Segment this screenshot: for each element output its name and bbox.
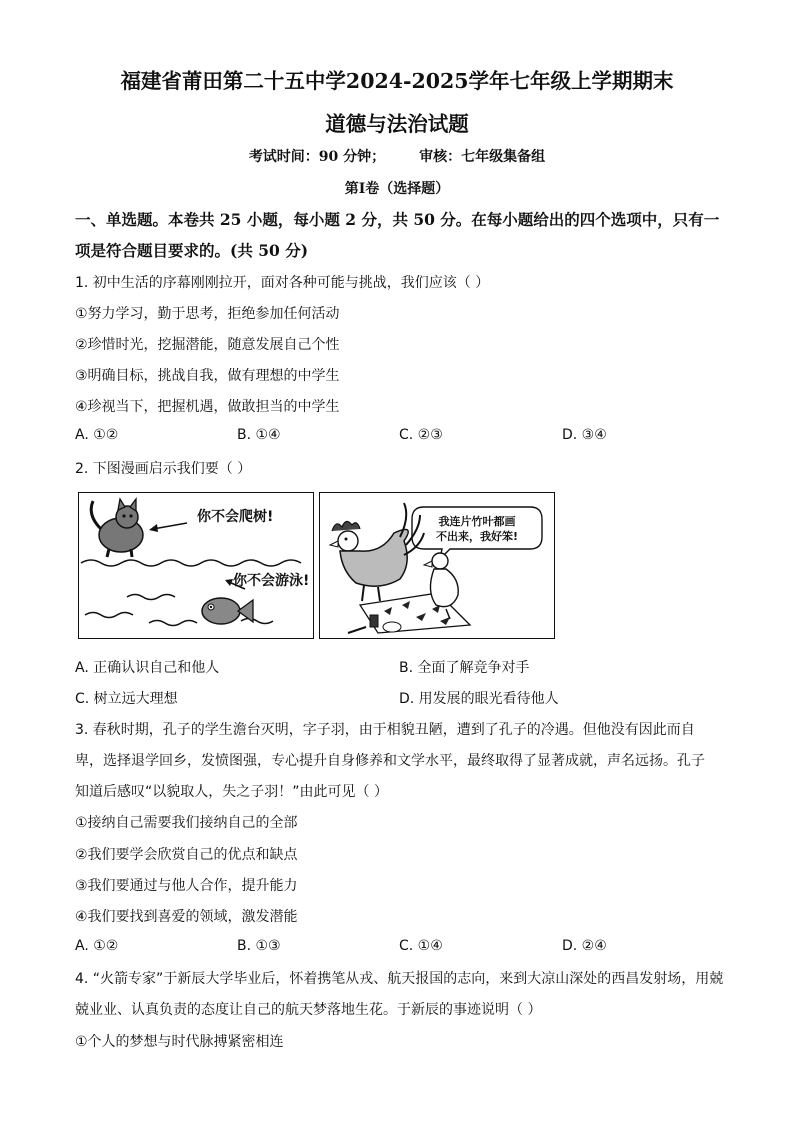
q3-stem-line1: 3. 春秋时期，孔子的学生澹台灭明，字子羽，由于相貌丑陋，遭到了孔子的冷遇。但他没有因此而自 (75, 722, 695, 738)
fish-speech-text: 你不会游泳! (233, 573, 310, 589)
q2-option-d: D. 用发展的眼光看待他人 (399, 691, 559, 707)
q1-item: ③明确目标，挑战自我，做有理想的中学生 (75, 368, 340, 384)
q3-stem-line3: 知道后感叹“以貌取人，失之子羽！”由此可见（ ） (75, 784, 388, 800)
exam-reviewer: 审核：七年级集备组 (419, 149, 546, 165)
q3-stem-line2: 卑，选择退学回乡，发愤图强，专心提升自身修养和文学水平，最终取得了显著成就，声名远扬。孔子 (75, 753, 705, 769)
q1-item: ②珍惜时光，挖掘潜能，随意发展自己个性 (75, 337, 340, 353)
q1-option-d: D. ③④ (562, 427, 607, 443)
exam-time: 考试时间：90 分钟； (248, 149, 386, 165)
comic-rooster-duck-illustration (320, 493, 554, 638)
instructions-line1: 一、单选题。本卷共 25 小题，每小题 2 分，共 50 分。在每小题给出的四个选项中，只有一 (75, 210, 720, 229)
instructions-line2: 项是符合题目要求的。(共 50 分) (75, 241, 309, 260)
q2-option-b: B. 全面了解竞争对手 (399, 660, 530, 676)
q1-option-a: A. ①② (75, 427, 119, 443)
bubble-line2: 不出来，我好笨! (435, 530, 519, 543)
q1-item: ④珍视当下，把握机遇，做敢担当的中学生 (75, 399, 340, 415)
water-waves (81, 560, 301, 626)
cat-speech-text: 你不会爬树! (197, 509, 274, 525)
q3-option-c: C. ①④ (399, 938, 443, 954)
exam-title-line2: 道德与法治试题 (325, 112, 469, 136)
comic-rooster-duck-panel (319, 492, 555, 639)
q1-item: ①努力学习，勤于思考，拒绝参加任何活动 (75, 306, 340, 322)
ink-bottle-icon (370, 615, 378, 627)
palette-icon (383, 622, 401, 632)
q4-stem-line1: 4. “火箭专家”于新辰大学毕业后，怀着携笔从戎、航天报国的志向，来到大凉山深处的西昌发射场，用兢 (75, 971, 724, 987)
exam-meta (0, 146, 794, 166)
q3-item: ④我们要找到喜爱的领域，激发潜能 (75, 909, 298, 925)
brush-icon (348, 627, 366, 633)
q1-stem: 1. 初中生活的序幕刚刚拉开，面对各种可能与挑战，我们应该（ ） (75, 275, 490, 291)
q3-option-a: A. ①② (75, 938, 119, 954)
comic-cat-fish-panel (78, 492, 314, 639)
q3-item: ①接纳自己需要我们接纳自己的全部 (75, 815, 298, 831)
q3-option-d: D. ②④ (562, 938, 607, 954)
q4-item: ①个人的梦想与时代脉搏紧密相连 (75, 1034, 284, 1050)
bubble-line1: 我连片竹叶都画 (438, 515, 516, 528)
comic-cat-fish-illustration (79, 493, 313, 638)
q2-option-a: A. 正确认识自己和他人 (75, 660, 220, 676)
q1-option-b: B. ①④ (237, 427, 281, 443)
exam-title-line1: 福建省莆田第二十五中学2024-2025学年七年级上学期期末 (120, 69, 674, 93)
q4-stem-line2: 兢业业、认真负责的态度让自己的航天梦落地生花。于新辰的事迹说明（ ） (75, 1002, 542, 1018)
cat-icon (91, 499, 143, 557)
q1-option-c: C. ②③ (399, 427, 443, 443)
fish-icon (202, 598, 253, 624)
q3-item: ②我们要学会欣赏自己的优点和缺点 (75, 847, 298, 863)
q3-option-b: B. ①③ (237, 938, 281, 954)
rooster-icon (330, 503, 424, 601)
section-title: 第Ⅰ卷（选择题） (344, 181, 450, 197)
q2-option-c: C. 树立远大理想 (75, 691, 178, 707)
q2-stem: 2. 下图漫画启示我们要（ ） (75, 461, 252, 477)
q3-item: ③我们要通过与他人合作，提升能力 (75, 878, 298, 894)
